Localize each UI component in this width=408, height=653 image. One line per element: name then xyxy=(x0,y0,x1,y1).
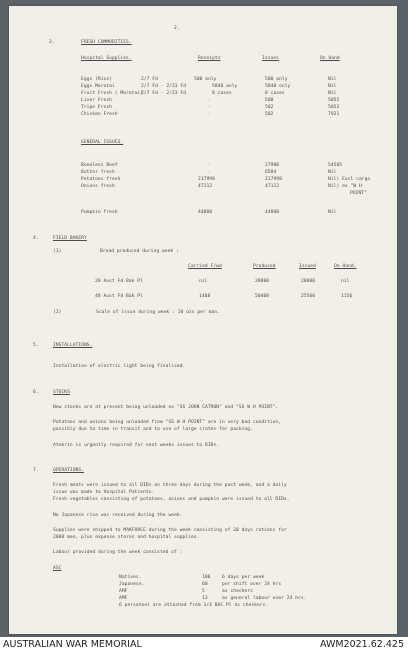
section-7-title: OPERATIONS. xyxy=(53,468,84,473)
labour-who: AMF xyxy=(119,589,128,594)
labour-description: as general labour over 24 hrs. xyxy=(222,596,307,601)
labour-who: Japanese. xyxy=(119,582,145,587)
row-item: Potatoes fresh xyxy=(81,177,121,182)
row-on-hand: Nil xyxy=(328,91,337,96)
section-7-para-4: Labour provided during the week consisted of : xyxy=(53,550,183,555)
section-6-number: 6. xyxy=(33,390,39,395)
row-on-hand: nil xyxy=(341,279,350,284)
subsection-2-text: Scale of issue during week : 10 ozs per man. xyxy=(96,310,220,315)
general-issues-heading: GENERAL ISSUES. xyxy=(81,140,124,145)
col-receipts: Receipts xyxy=(198,56,221,61)
row-issues: 8 cases xyxy=(265,91,285,96)
row-issued: 25560 xyxy=(301,294,316,299)
row-on-hand: Nil) Excl cargo xyxy=(328,177,371,182)
row-item: Fruit Fresh ( Morotai) xyxy=(81,91,143,96)
labour-who: Natives. xyxy=(119,575,142,580)
row-item: Eggs Morotai xyxy=(81,84,115,89)
row-item: Boneless Beef xyxy=(81,163,118,168)
section-6-para-1: New stocks are at present being unloaded ex "SS JOHN CATRON" and "SS W H POINT". xyxy=(53,405,279,410)
row-on-hand: Nil xyxy=(328,170,337,175)
col-produced: Produced xyxy=(253,264,276,269)
col-on-hand-bakery: On Hand. xyxy=(334,264,357,269)
footer-bar xyxy=(0,637,408,653)
row-on-hand: POINT" xyxy=(350,191,367,196)
row-receipts: - xyxy=(208,105,211,110)
row-issues: 502 xyxy=(265,105,274,110)
row-produced: 28000 xyxy=(255,279,270,284)
section-6-para-3: Atebrin is urgently required for next weeks issues to DIDs. xyxy=(53,443,220,448)
row-item: Tripe Fresh xyxy=(81,105,112,110)
row-item: Chicken Fresh xyxy=(81,112,118,117)
row-receipts: 47112 xyxy=(198,184,213,189)
row-issues: 500 only xyxy=(265,77,288,82)
row-issues: 44800 xyxy=(265,210,280,215)
row-source: 2/7 Fd - 2/23 Fd xyxy=(141,84,187,89)
section-6-para-2-line-1: Potatoes and onions being unloaded from "SS W H POINT" are in very bad condition, xyxy=(53,420,282,425)
section-5-number: 5. xyxy=(33,343,39,348)
row-item: Butter fresh xyxy=(81,170,115,175)
row-receipts: - xyxy=(208,112,211,117)
row-on-hand: 5053 xyxy=(328,105,340,110)
labour-description: as checkers xyxy=(222,589,253,594)
row-on-hand: Nil xyxy=(328,210,337,215)
col-issues: Issues xyxy=(262,56,279,61)
row-on-hand: Nil xyxy=(328,84,337,89)
row-receipts: 217998 xyxy=(198,177,215,182)
row-issued: 28000 xyxy=(301,279,316,284)
section-5-title: INSTALLATIONS. xyxy=(53,343,93,348)
row-produced: 50408 xyxy=(255,294,270,299)
row-item: Pumpkin fresh xyxy=(81,210,118,215)
row-on-hand: 7921 xyxy=(328,112,340,117)
row-unit: 20 Aust Fd Bak Pl xyxy=(95,279,143,284)
row-issues: 27980 xyxy=(265,163,280,168)
row-issues: 217998 xyxy=(265,177,282,182)
row-on-hand: Nil xyxy=(328,77,337,82)
section-4-number: 4. xyxy=(33,236,39,241)
col-carried-fwd: Carried F/wd xyxy=(188,264,222,269)
row-item: Liver Fresh xyxy=(81,98,112,103)
section-6-title: STOCKS xyxy=(53,390,70,395)
row-carried: 1408 xyxy=(199,294,211,299)
section-7-para-2: No Japanese rice was received during the week. xyxy=(53,513,183,518)
row-receipts: - xyxy=(208,98,211,103)
row-issues: 47112 xyxy=(265,184,280,189)
row-issues: 5840 only xyxy=(265,84,291,89)
row-unit: 48 Aust Fd Bak Pl xyxy=(95,294,143,299)
section-5-text: Installation of electric light being finalised. xyxy=(53,364,186,369)
row-receipts: 5840 only xyxy=(212,84,238,89)
row-receipts: 44800 xyxy=(198,210,213,215)
section-7-last-line: 6 personnel are attached from 1/4 BAC Pl as checkers. xyxy=(119,603,269,608)
labour-number: 100 xyxy=(202,575,211,580)
section-7-number: 7. xyxy=(33,468,39,473)
row-on-hand: 54505 xyxy=(328,163,343,168)
section-7-para-1-line-2: issue was made to Hospital Patients. xyxy=(53,490,155,495)
row-receipts: 8 cases xyxy=(212,91,232,96)
row-issues: 502 xyxy=(265,112,274,117)
col-on-hand: On Hand xyxy=(320,56,340,61)
row-item: Onions fresh xyxy=(81,184,115,189)
page-number: 2. xyxy=(174,26,180,31)
section-3-number: 3. xyxy=(49,40,55,45)
row-receipts: - xyxy=(208,163,211,168)
row-receipts: - xyxy=(208,170,211,175)
footer-source: AUSTRALIAN WAR MEMORIAL xyxy=(3,639,142,650)
section-7-para-3-line-2: 2000 men, plus expense stores and hospital supplies. xyxy=(53,535,200,540)
row-issues: 6584 xyxy=(265,170,277,175)
section-7-para-1-line-1: Fresh meats were issued to all DIDs on three days during the past week, and a daily xyxy=(53,483,287,488)
subsection-2-number: (2) xyxy=(53,310,62,315)
row-receipts: 500 only xyxy=(194,77,217,82)
section-3-title: FRESH COMMODITIES. xyxy=(81,40,132,45)
subsection-1-number: (1) xyxy=(53,249,62,254)
labour-who: AMF xyxy=(119,596,128,601)
labour-number: 60 xyxy=(202,582,208,587)
section-7-para-1-line-3: Fresh vegetables consisting of potatoes, onions and pumpkin were issued to all DIDs. xyxy=(53,497,290,502)
row-carried: nil xyxy=(199,279,208,284)
section-6-para-2-line-2: possibly due to time in transit and to use of large crates for packing. xyxy=(53,427,253,432)
labour-description: 6 days per week xyxy=(222,575,265,580)
footer-accession-id: AWM2021.62.425 xyxy=(319,639,404,650)
section-7-para-3-line-1: Supplies were shipped to MAKFORCE during the week consisting of 20 days rations for xyxy=(53,528,287,533)
row-on-hand: 5055 xyxy=(328,98,340,103)
hospital-supplies-heading: Hospital Supplies. xyxy=(81,56,132,61)
subsection-1-text: Bread produced during week : xyxy=(100,249,179,254)
row-item: Eggs (Rice) xyxy=(81,77,112,82)
col-issued: Issued xyxy=(299,264,316,269)
row-source: 2/7 Fd xyxy=(141,77,158,82)
row-on-hand: 1156 xyxy=(341,294,353,299)
row-issues: 500 xyxy=(265,98,274,103)
section-4-title: FIELD BAKERY xyxy=(53,236,87,241)
labour-number: 13 xyxy=(202,596,208,601)
labour-number: 5 xyxy=(202,589,205,594)
document-page xyxy=(9,6,397,634)
row-on-hand: Nil) ex "W H xyxy=(328,184,362,189)
asc-heading: ASC xyxy=(53,566,62,571)
row-source: 2/7 Fd - 2/23 Fd xyxy=(141,91,187,96)
labour-description: per shift over 24 hrs xyxy=(222,582,282,587)
